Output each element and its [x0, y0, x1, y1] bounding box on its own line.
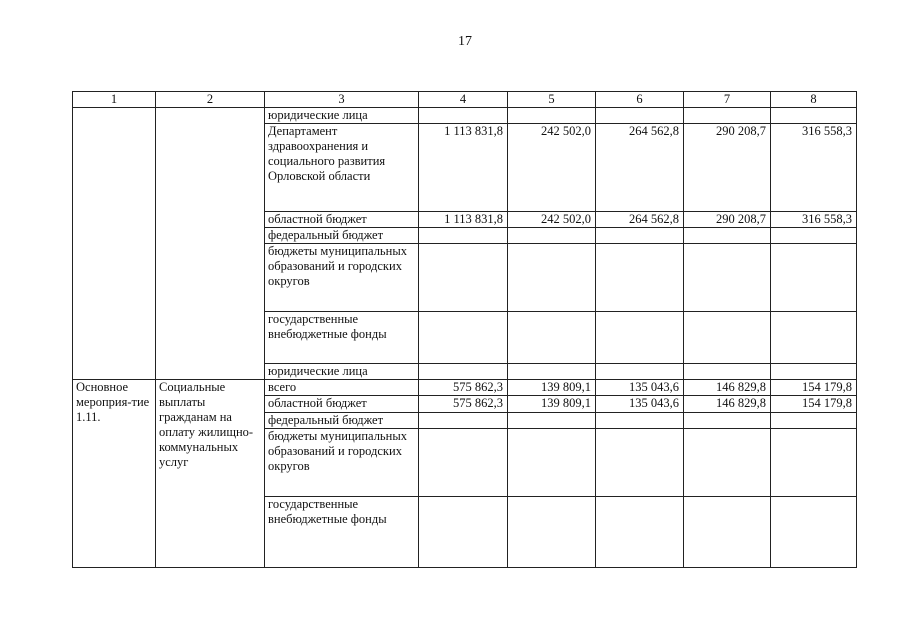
- value-cell: 575 862,3: [419, 396, 508, 413]
- value-cell: 135 043,6: [596, 380, 684, 396]
- value-cell: [508, 108, 596, 124]
- row-label: юридические лица: [265, 108, 419, 124]
- value-cell: 139 809,1: [508, 396, 596, 413]
- row-label: федеральный бюджет: [265, 413, 419, 429]
- value-cell: [419, 228, 508, 244]
- value-cell: [684, 497, 771, 568]
- value-cell: [771, 413, 857, 429]
- header-cell-8: 8: [771, 92, 857, 108]
- value-cell: [419, 244, 508, 312]
- page-number: 17: [458, 34, 472, 49]
- value-cell: [771, 312, 857, 364]
- table-row: [73, 380, 857, 396]
- value-cell: [596, 108, 684, 124]
- row-label: Департамент здравоохранения и социального развития Орловской области: [265, 124, 419, 212]
- value-cell: 264 562,8: [596, 124, 684, 212]
- value-cell: 242 502,0: [508, 212, 596, 228]
- value-cell: [419, 497, 508, 568]
- row-label: государственные внебюджетные фонды: [265, 497, 419, 568]
- row-label: государственные внебюджетные фонды: [265, 312, 419, 364]
- value-cell: [508, 228, 596, 244]
- block1-col1-cell: [73, 108, 156, 380]
- value-cell: [596, 413, 684, 429]
- header-cell-1: 1: [73, 92, 156, 108]
- value-cell: [419, 108, 508, 124]
- value-cell: [596, 228, 684, 244]
- value-cell: 290 208,7: [684, 124, 771, 212]
- value-cell: [771, 497, 857, 568]
- value-cell: [508, 244, 596, 312]
- row-label: областной бюджет: [265, 396, 419, 413]
- value-cell: [684, 228, 771, 244]
- header-cell-2: 2: [156, 92, 265, 108]
- table-row: [73, 108, 857, 124]
- value-cell: [596, 364, 684, 380]
- value-cell: 154 179,8: [771, 396, 857, 413]
- value-cell: [771, 429, 857, 497]
- value-cell: 264 562,8: [596, 212, 684, 228]
- measure-id-cell: Основное мероприя-тие 1.11.: [73, 380, 156, 568]
- value-cell: [419, 429, 508, 497]
- value-cell: [684, 413, 771, 429]
- value-cell: [596, 312, 684, 364]
- value-cell: 290 208,7: [684, 212, 771, 228]
- value-cell: [508, 312, 596, 364]
- row-label: областной бюджет: [265, 212, 419, 228]
- value-cell: [508, 497, 596, 568]
- value-cell: [596, 244, 684, 312]
- value-cell: [771, 244, 857, 312]
- value-cell: [684, 429, 771, 497]
- value-cell: [771, 228, 857, 244]
- value-cell: 139 809,1: [508, 380, 596, 396]
- block1-col2-cell: [156, 108, 265, 380]
- header-cell-7: 7: [684, 92, 771, 108]
- header-cell-3: 3: [265, 92, 419, 108]
- value-cell: [419, 413, 508, 429]
- value-cell: [508, 364, 596, 380]
- header-row: [73, 92, 857, 108]
- header-cell-5: 5: [508, 92, 596, 108]
- value-cell: 154 179,8: [771, 380, 857, 396]
- value-cell: [684, 244, 771, 312]
- value-cell: 575 862,3: [419, 380, 508, 396]
- value-cell: [419, 364, 508, 380]
- row-label: бюджеты муниципальных образований и городских округов: [265, 244, 419, 312]
- value-cell: 242 502,0: [508, 124, 596, 212]
- header-cell-6: 6: [596, 92, 684, 108]
- value-cell: [684, 312, 771, 364]
- row-label: всего: [265, 380, 419, 396]
- value-cell: 135 043,6: [596, 396, 684, 413]
- row-label: федеральный бюджет: [265, 228, 419, 244]
- row-label: юридические лица: [265, 364, 419, 380]
- value-cell: [684, 364, 771, 380]
- budget-table: [72, 91, 857, 568]
- value-cell: [508, 413, 596, 429]
- value-cell: [771, 364, 857, 380]
- value-cell: 146 829,8: [684, 396, 771, 413]
- value-cell: 316 558,3: [771, 124, 857, 212]
- value-cell: 146 829,8: [684, 380, 771, 396]
- header-cell-4: 4: [419, 92, 508, 108]
- value-cell: 1 113 831,8: [419, 124, 508, 212]
- value-cell: 316 558,3: [771, 212, 857, 228]
- value-cell: [508, 429, 596, 497]
- value-cell: 1 113 831,8: [419, 212, 508, 228]
- value-cell: [596, 429, 684, 497]
- measure-description-cell: Социальные выплаты гражданам на оплату жилищно-коммунальных услуг: [156, 380, 265, 568]
- value-cell: [684, 108, 771, 124]
- value-cell: [419, 312, 508, 364]
- row-label: бюджеты муниципальных образований и городских округов: [265, 429, 419, 497]
- value-cell: [596, 497, 684, 568]
- value-cell: [771, 108, 857, 124]
